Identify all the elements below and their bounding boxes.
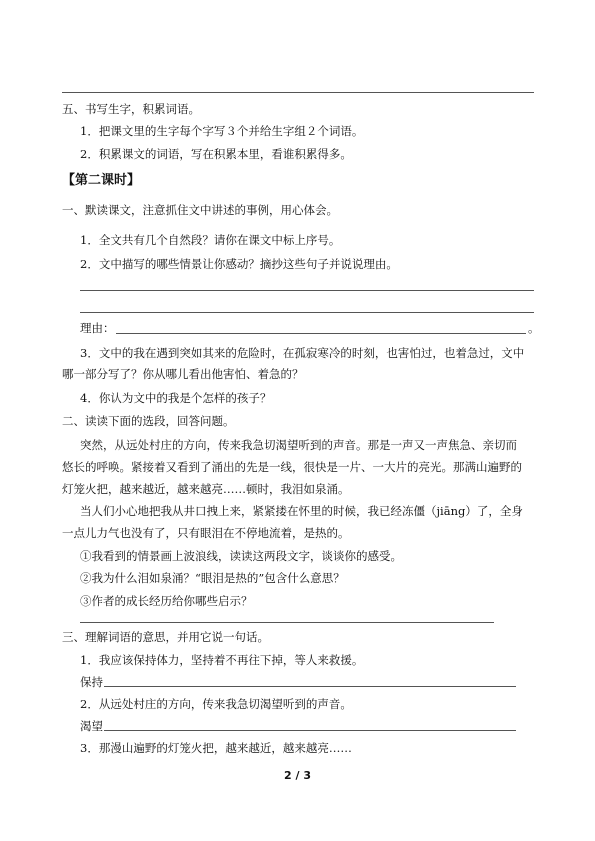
passage-paragraph-2-line-2: 一点儿力气也没有了，只有眼泪在不停地流着，是热的。 [62, 526, 350, 540]
part-2-sub-question-2: ②我为什么泪如泉涌？“眼泪是热的”包含什么意思？ [80, 571, 345, 585]
reason-end-mark: 。 [528, 321, 540, 335]
part-3-question-1: 1．我应该保持体力，坚持着不再往下掉，等人来救援。 [80, 653, 364, 667]
part-2-sub-question-3: ③作者的成长经历给你哪些启示？ [80, 594, 253, 608]
passage-paragraph-1-line-3: 灯笼火把，越来越近，越来越亮……顿时，我泪如泉涌。 [62, 482, 350, 496]
answer-line [80, 622, 494, 623]
answer-line [80, 312, 534, 313]
part-1-question-3-line-1: 3．文中的我在遇到突如其来的危险时，在孤寂寒冷的时刻，也害怕过，也着急过，文中 [80, 346, 525, 360]
word-kewang-label: 渴望 [80, 719, 103, 733]
part-1-question-1: 1．全文共有几个自然段？请你在课文中标上序号。 [80, 233, 341, 247]
part-1-question-3-line-2: 哪一部分写了？你从哪儿看出他害怕、着急的？ [62, 367, 304, 381]
part-2-sub-question-1: ①我看到的情景画上波浪线，读读这两段文字，谈谈你的感受。 [80, 549, 402, 563]
part-1-title: 一、默读课文，注意抓住文中讲述的事例，用心体会。 [62, 203, 338, 217]
part-2-title: 二、读读下面的选段，回答问题。 [62, 414, 235, 428]
part-1-question-4: 4．你认为文中的我是个怎样的孩子？ [80, 391, 272, 405]
section-5-item-2: 2．积累课文的词语，写在积累本里，看谁积累得多。 [80, 147, 352, 161]
sentence-answer-line [104, 686, 516, 687]
lesson-2-header: 【第二课时】 [62, 173, 141, 188]
section-5-item-1: 1．把课文里的生字每个字写３个并给生字组２个词语。 [80, 124, 364, 138]
reason-answer-line [116, 333, 526, 334]
part-3-question-2: 2．从远处村庄的方向，传来我急切渴望听到的声音。 [80, 697, 352, 711]
answer-line [62, 92, 534, 93]
answer-line [80, 290, 534, 291]
section-5-title: 五、书写生字，积累词语。 [62, 102, 200, 116]
passage-paragraph-1-line-2: 悠长的呼唤。紧接着又看到了涌出的先是一线，很快是一片、一大片的亮光。那满山遍野的 [62, 460, 522, 474]
sentence-answer-line [104, 730, 516, 731]
part-3-question-3: 3．那漫山遍野的灯笼火把，越来越近，越来越亮…… [80, 741, 352, 755]
page-number: 2 / 3 [284, 769, 311, 782]
reason-label: 理由： [80, 321, 115, 335]
passage-paragraph-1-line-1: 突然，从远处村庄的方向，传来我急切渴望听到的声音。那是一声又一声焦急、亲切而 [80, 438, 517, 452]
passage-paragraph-2-line-1: 当人们小心地把我从井口拽上来，紧紧搂在怀里的时候，我已经冻僵（jiāng）了，全身 [80, 504, 523, 518]
part-1-question-2: 2．文中描写的哪些情景让你感动？摘抄这些句子并说说理由。 [80, 257, 398, 271]
word-baochi-label: 保持 [80, 675, 103, 689]
part-3-title: 三、理解词语的意思，并用它说一句话。 [62, 630, 269, 644]
